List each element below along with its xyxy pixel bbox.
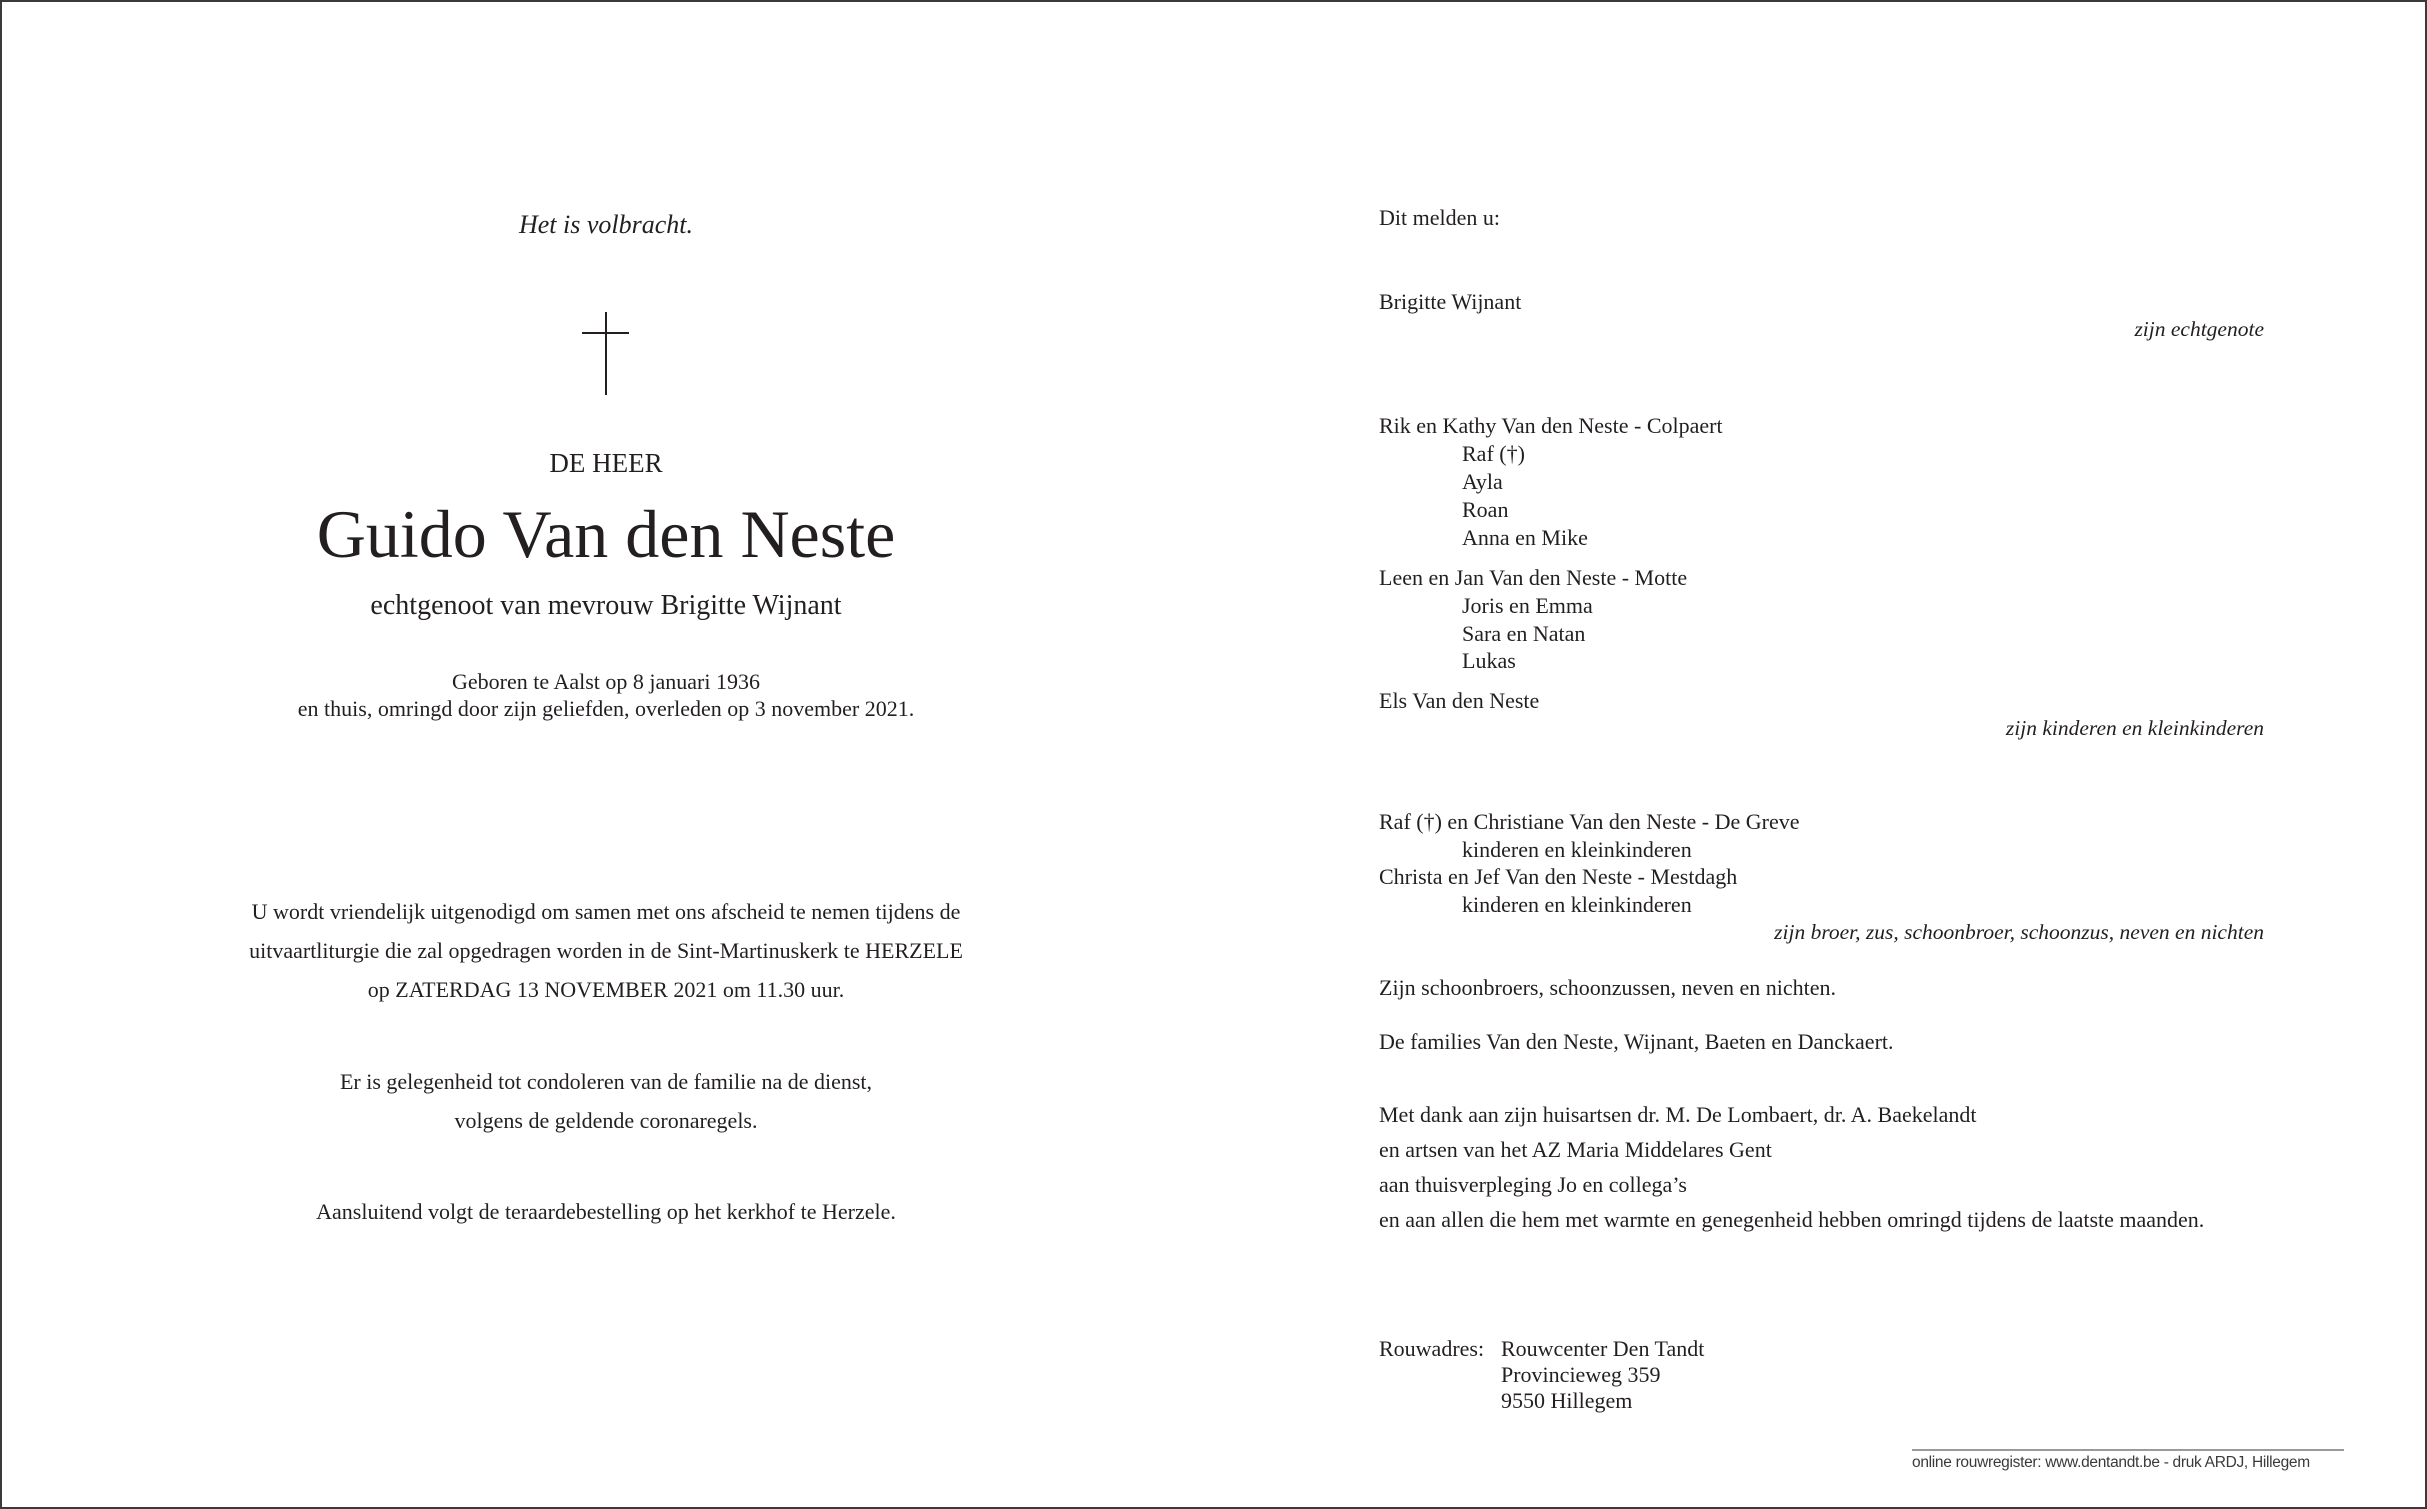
- invitation-line: U wordt vriendelijk uitgenodigd om samen met ons afscheid te nemen tijdens de: [251, 899, 961, 924]
- announcement-intro: Dit melden u:: [1379, 205, 1500, 230]
- grandchild: Roan: [1462, 497, 1509, 522]
- birth-line: Geboren te Aalst op 8 januari 1936: [452, 669, 760, 694]
- grandchild: Raf (†): [1462, 441, 1525, 466]
- siblings-relation: zijn broer, zus, schoonbroer, schoonzus, neven en nichten: [1774, 920, 2264, 944]
- invitation-line: uitvaartliturgie die zal opgedragen worden in de Sint-Martinuskerk te HERZELE: [249, 938, 963, 963]
- sibling-family: Christa en Jef Van den Neste - Mestdagh: [1379, 864, 1738, 889]
- footer-credits: online rouwregister: www.dentandt.be - druk ARDJ, Hillegem: [1912, 1454, 2310, 1471]
- families-line: De families Van den Neste, Wijnant, Baeten en Danckaert.: [1379, 1029, 1894, 1054]
- family-parents: Rik en Kathy Van den Neste - Colpaert: [1379, 413, 1723, 438]
- footer-divider: [1912, 1449, 2344, 1451]
- spouse-line: echtgenoot van mevrouw Brigitte Wijnant: [370, 590, 842, 621]
- deceased-name: Guido Van den Neste: [316, 496, 896, 572]
- death-line: en thuis, omringd door zijn geliefden, overleden op 3 november 2021.: [297, 696, 915, 721]
- address-line: Provincieweg 359: [1501, 1362, 1661, 1387]
- family-parents: Els Van den Neste: [1379, 688, 1540, 713]
- grandchild: Anna en Mike: [1462, 525, 1588, 550]
- address-line: Rouwcenter Den Tandt: [1501, 1336, 1705, 1361]
- family-parents: Leen en Jan Van den Neste - Motte: [1379, 565, 1688, 590]
- grandchild: Sara en Natan: [1462, 621, 1586, 646]
- burial-line: Aansluitend volgt de teraardebestelling op het kerkhof te Herzele.: [316, 1199, 896, 1224]
- in-laws-line: Zijn schoonbroers, schoonzussen, neven en nichten.: [1379, 975, 1836, 1000]
- grandchild: Ayla: [1462, 469, 1503, 494]
- spouse-relation: zijn echtgenote: [2134, 317, 2264, 341]
- cross-icon-vertical: [605, 312, 607, 395]
- thanks-line: Met dank aan zijn huisartsen dr. M. De Lombaert, dr. A. Baekelandt: [1379, 1102, 1977, 1127]
- thanks-line: aan thuisverpleging Jo en collega’s: [1379, 1172, 1687, 1197]
- cross-icon-horizontal: [582, 332, 629, 334]
- grandchild: Joris en Emma: [1462, 593, 1593, 618]
- cross-icon: [582, 312, 630, 396]
- honorific-title: DE HEER: [549, 448, 663, 478]
- thanks-line: en aan allen die hem met warmte en genegenheid hebben omringd tijdens de laatste maanden.: [1379, 1207, 2205, 1232]
- sibling-family: Raf (†) en Christiane Van den Neste - De Greve: [1379, 809, 1800, 834]
- invitation-line: op ZATERDAG 13 NOVEMBER 2021 om 11.30 uur.: [367, 977, 845, 1002]
- spouse-name: Brigitte Wijnant: [1379, 289, 1522, 314]
- address-label: Rouwadres:: [1379, 1336, 1485, 1361]
- motto: Het is volbracht.: [518, 210, 694, 239]
- sibling-descendants: kinderen en kleinkinderen: [1462, 837, 1692, 862]
- sibling-descendants: kinderen en kleinkinderen: [1462, 892, 1692, 917]
- thanks-line: en artsen van het AZ Maria Middelares Gent: [1379, 1137, 1772, 1162]
- address-line: 9550 Hillegem: [1501, 1388, 1633, 1413]
- grandchild: Lukas: [1462, 648, 1516, 673]
- condolence-line: volgens de geldende coronaregels.: [454, 1108, 758, 1133]
- children-relation: zijn kinderen en kleinkinderen: [2005, 716, 2264, 740]
- condolence-line: Er is gelegenheid tot condoleren van de familie na de dienst,: [339, 1069, 873, 1094]
